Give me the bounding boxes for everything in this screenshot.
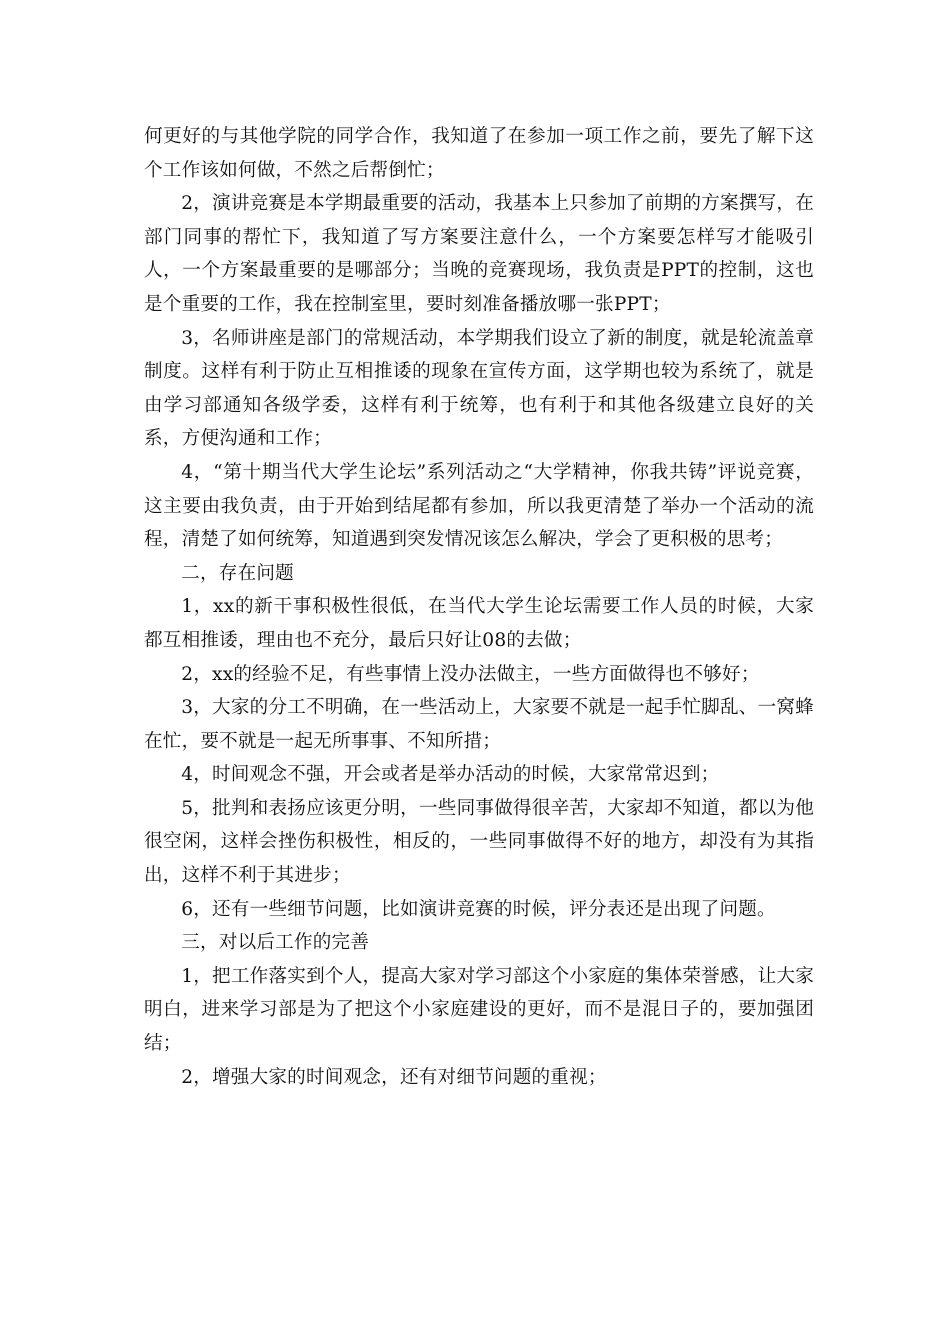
paragraph-2: 2，演讲竞赛是本学期最重要的活动，我基本上只参加了前期的方案撰写，在部门同事的帮忙下，我知道了写方案要注意什么，一个方案要怎样写才能吸引人，一个方案最重要的是哪部分；当晚的竞赛现场，我负责是PPT的控制，这也是个重要的工作，我在控制室里，要时刻准备播放哪一张PPT； (144, 193, 814, 315)
section-heading-improvements: 三，对以后工作的完善 (181, 932, 370, 954)
document-body (144, 120, 814, 1094)
paragraph-13: 1，把工作落实到个人，提高大家对学习部这个小家庭的集体荣誉感，让大家明白，进来学习部是为了把这个小家庭建设的更好，而不是混日子的，要加强团结； (144, 965, 814, 1055)
paragraph-8: 3，大家的分工不明确，在一些活动上，大家要不就是一起手忙脚乱、一窝蜂在忙，要不就是一起无所事事、不知所措； (144, 697, 814, 752)
paragraph-4: 4，“第十期当代大学生论坛”系列活动之“大学精神，你我共铸”评说竞赛，这主要由我负责，由于开始到结尾都有参加，所以我更清楚了举办一个活动的流程，清楚了如何统筹，知道遇到突发情况该怎么解决，学会了更积极的思考； (144, 461, 814, 551)
paragraph-1: 何更好的与其他学院的同学合作，我知道了在参加一项工作之前，要先了解下这个工作该如何做，不然之后帮倒忙； (144, 126, 814, 181)
paragraph-7: 2，xx的经验不足，有些事情上没办法做主，一些方面做得也不够好； (181, 663, 760, 685)
paragraph-3: 3，名师讲座是部门的常规活动，本学期我们设立了新的制度，就是轮流盖章制度。这样有利于防止互相推诿的现象在宣传方面，这学期也较为系统了，就是由学习部通知各级学委，这样有利于统筹，也有利于和其他各级建立良好的关系，方便沟通和工作； (144, 327, 814, 450)
paragraph-10: 5，批判和表扬应该更分明，一些同事做得很辛苦，大家却不知道，都以为他很空闲，这样会挫伤积极性，相反的，一些同事做得不好的地方，却没有为其指出，这样不利于其进步； (144, 797, 814, 887)
section-heading-problems: 二，存在问题 (181, 562, 294, 584)
paragraph-11: 6，还有一些细节问题，比如演讲竞赛的时候，评分表还是出现了问题。 (181, 898, 776, 920)
paragraph-14: 2，增强大家的时间观念，还有对细节问题的重视； (181, 1066, 607, 1088)
paragraph-9: 4，时间观念不强，开会或者是举办活动的时候，大家常常迟到； (181, 764, 720, 786)
paragraph-6: 1，xx的新干事积极性很低，在当代大学生论坛需要工作人员的时候，大家都互相推诿，理由也不充分，最后只好让08的去做； (144, 596, 814, 651)
